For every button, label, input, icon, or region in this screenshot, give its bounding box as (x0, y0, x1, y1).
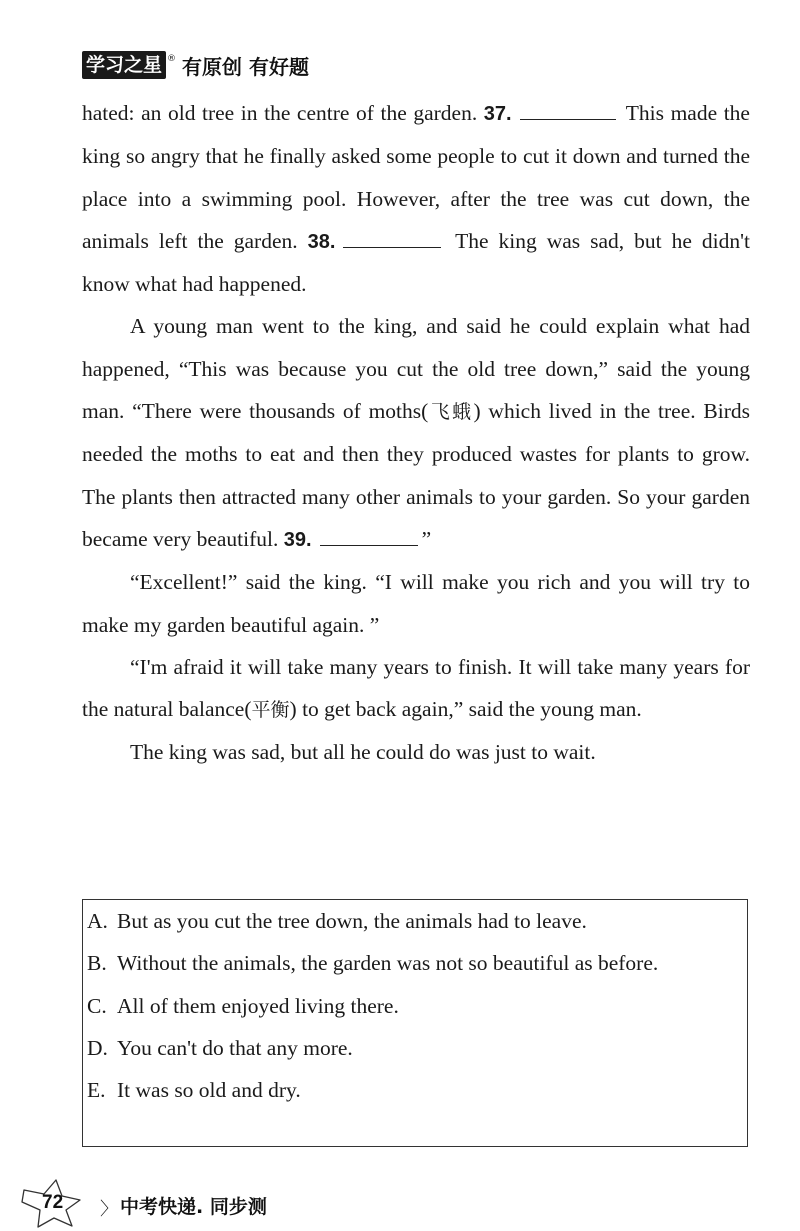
option-c-label: C. (87, 993, 107, 1018)
paragraph-4-text-b: ) to get back again,” said the young man. (289, 697, 642, 722)
paragraph-2-text-a: A young man went to the king, and said he could explain what had happened, “This was because you cut the old tree down,” said the young man. “There were thousands of moths( (82, 314, 750, 424)
chevron-right-icon: 〉 (100, 1199, 118, 1220)
option-c-text: All of them enjoyed living there. (117, 993, 399, 1018)
option-b[interactable] (87, 942, 745, 984)
paragraph-2 (82, 305, 750, 561)
brand-logo (82, 51, 166, 79)
answer-blank-39[interactable] (320, 527, 418, 546)
reading-passage (82, 92, 750, 774)
header-tagline: 有原创 有好题 (182, 54, 309, 79)
option-b-label: B. (87, 951, 107, 976)
option-e[interactable] (87, 1069, 745, 1111)
option-a[interactable] (87, 900, 745, 942)
option-b-text: Without the animals, the garden was not so beautiful as before. (117, 951, 659, 976)
answer-blank-37[interactable] (520, 101, 616, 120)
option-e-label: E. (87, 1078, 106, 1103)
answer-blank-38[interactable] (343, 229, 441, 248)
option-a-text: But as you cut the tree down, the animals had to leave. (117, 909, 587, 933)
option-d[interactable] (87, 1027, 745, 1069)
option-c[interactable] (87, 985, 745, 1027)
paragraph-1-text-c: The king was sad, but he didn't know what had happened. (82, 228, 750, 297)
option-a-label: A. (87, 909, 108, 933)
question-37-number: 37. (483, 103, 512, 125)
page-header (82, 48, 309, 82)
paragraph-5: The king was sad, but all he could do was just to wait. (130, 740, 596, 765)
gloss-balance: 平衡 (251, 699, 290, 722)
gloss-moths: 飞蛾 (428, 401, 474, 424)
registered-mark: ® (167, 54, 177, 64)
question-38-number: 38. (307, 230, 336, 253)
option-d-text: You can't do that any more. (117, 1035, 353, 1060)
paragraph-4 (82, 646, 750, 732)
paragraph-2-text-b: ) which lived in the tree. Birds needed the moths to eat and then they produced wastes for plants to grow. The plants then attracted many other animals to your garden. So your garden became very beautiful. (82, 399, 750, 551)
paragraph-2-close-quote: ” (421, 526, 432, 551)
option-e-text: It was so old and dry. (117, 1078, 301, 1103)
options-box (82, 899, 748, 1147)
paragraph-1-text-a: hated: an old tree in the centre of the garden. (82, 101, 478, 125)
paragraph-1-text-b: This made the king so angry that he finally asked some people to cut it down and turned the place into a swimming pool. However, after the tree was cut down, the animals left the garden. (82, 101, 750, 253)
paragraph-4-text-a: “I'm afraid it will take many years to finish. It will take many years for the natural balance( (82, 654, 750, 722)
paragraph-1 (82, 92, 750, 305)
question-39-number: 39. (283, 528, 312, 551)
page-number: 72 (42, 1192, 64, 1213)
footer-title: 中考快递. 同步测 (120, 1196, 267, 1218)
paragraph-3: “Excellent!” said the king. “I will make you rich and you will try to make my garden beautiful again. ” (82, 570, 750, 637)
brand-logo-text: 学习之星 (86, 54, 163, 76)
option-d-label: D. (87, 1035, 108, 1060)
page-footer (18, 1178, 338, 1228)
